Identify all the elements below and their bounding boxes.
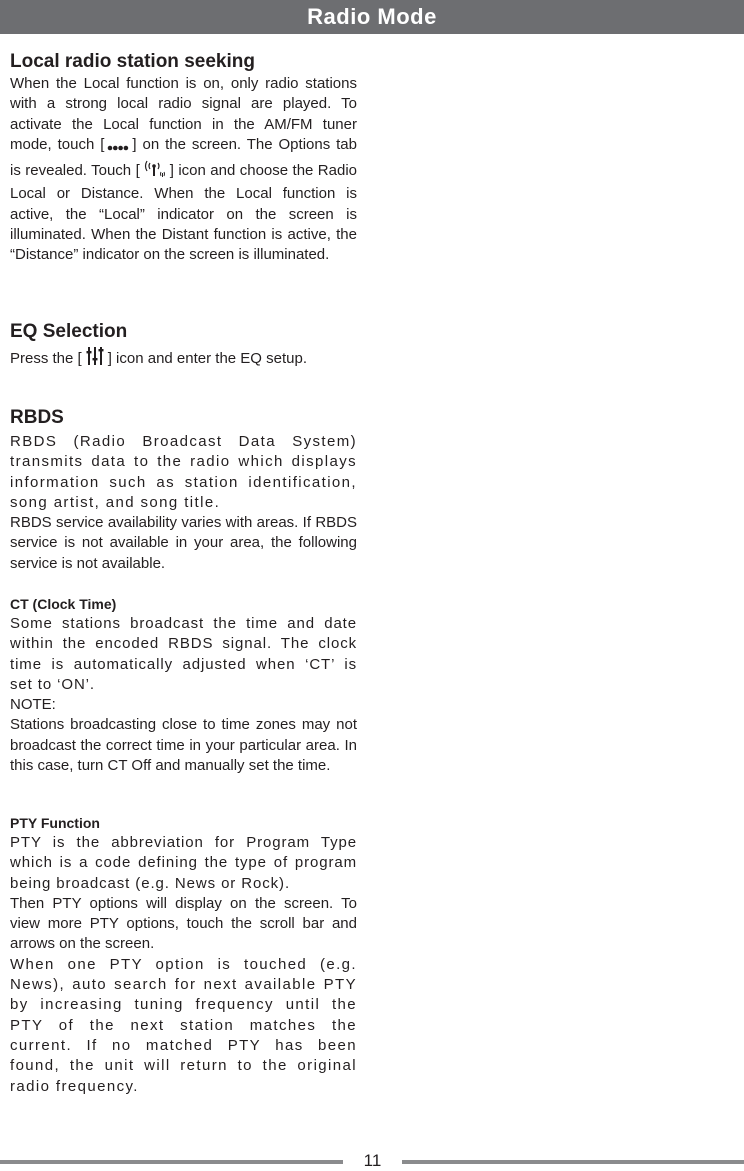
ct-note-label: NOTE:	[10, 696, 56, 714]
more-dots-icon	[107, 138, 129, 158]
local-section	[10, 51, 357, 266]
rbds-section	[10, 407, 357, 574]
pty-paragraph-2: Then PTY options will display on the screen. To view more PTY options, touch the scroll bar and arrows on the screen.	[10, 894, 357, 953]
rbds-heading: RBDS	[10, 407, 64, 428]
pty-section	[10, 813, 357, 1097]
footer-divider-right	[402, 1160, 744, 1164]
local-heading: Local radio station seeking	[10, 51, 255, 72]
footer-divider-left	[0, 1160, 343, 1164]
ct-note: Stations broadcasting close to time zones may not broadcast the correct time in your particular area. In this case, turn CT Off and manually set the time.	[10, 716, 357, 775]
eq-heading: EQ Selection	[10, 321, 128, 342]
antenna-signal-icon	[143, 158, 167, 184]
local-paragraph: When the Local function is on, only radio stations with a strong local radio signal are played. To activate the Local function in the AM/FM tuner mode, touch [ ] on the screen. The Options tab is revealed. Touch [ ] icon and choose the Radio Local or Distance. When the Local function is active, the “Local” indicator on the screen is illuminated. When the Distant function is active, the “Distance” indicator on the screen is illuminated.	[10, 75, 358, 264]
eq-section	[10, 321, 357, 372]
ct-heading: CT (Clock Time)	[10, 596, 117, 612]
page-number: 11	[363, 1151, 382, 1170]
ct-paragraph: Some stations broadcast the time and date within the encoded RBDS signal. The clock time is automatically adjusted when ‘CT’ is set to ‘ON’.	[10, 615, 357, 693]
equalizer-sliders-icon	[85, 346, 105, 372]
rbds-paragraph-2: RBDS service availability varies with areas. If RBDS service is not available in your area, the following service is not available.	[10, 514, 357, 572]
pty-paragraph-3: When one PTY option is touched (e.g. News), auto search for next available PTY by increasing tuning frequency until the PTY of the next station matches the current. If no matched PTY has been found, the unit will return to the original radio frequency.	[10, 955, 357, 1095]
pty-heading: PTY Function	[10, 815, 100, 831]
pty-paragraph-1: PTY is the abbreviation for Program Type which is a code defining the type of program being broadcast (e.g. News or Rock).	[10, 834, 357, 892]
ct-section	[10, 594, 357, 776]
eq-paragraph: Press the [ ] icon and enter the EQ setup.	[10, 346, 357, 372]
rbds-paragraph-1: RBDS (Radio Broadcast Data System) transmits data to the radio which displays information such as station identification, song artist, and song title.	[10, 433, 357, 511]
page-title: Radio Mode	[307, 4, 437, 29]
page-header	[0, 0, 744, 34]
